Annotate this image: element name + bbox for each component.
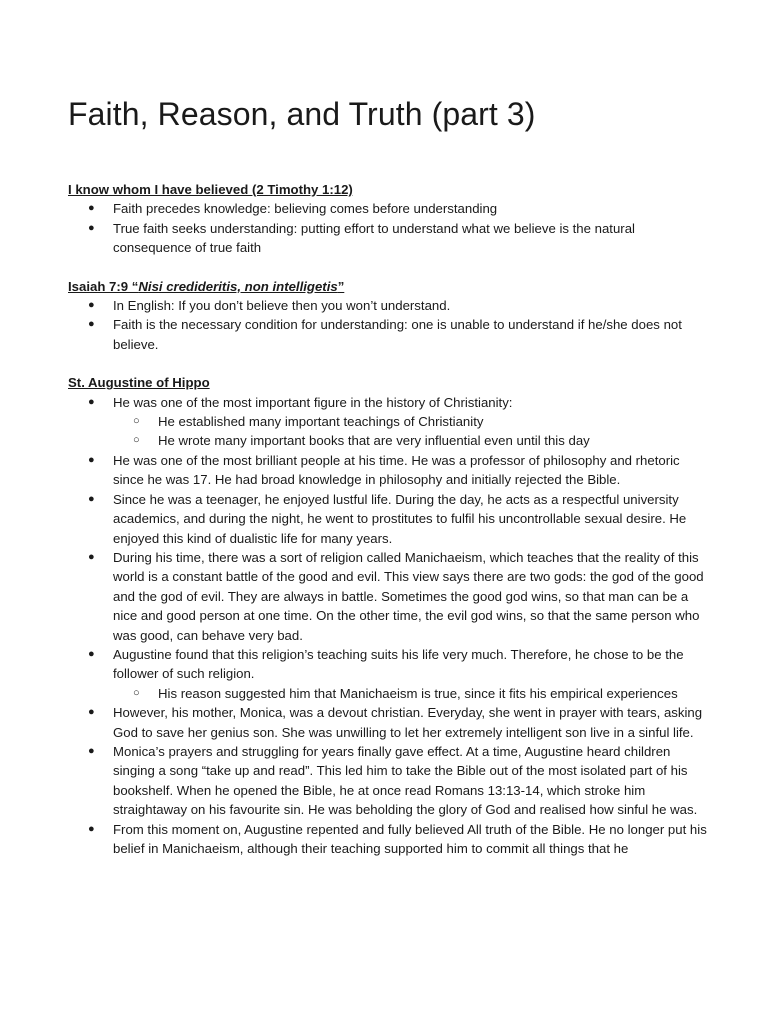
list-item-text: However, his mother, Monica, was a devout christian. Everyday, she went in prayer with tears, asking God to save her genius son. She was unwilling to let her extremely intelligent son live in a sinful life. bbox=[113, 705, 703, 740]
list-item-text: Monica’s prayers and struggling for years finally gave effect. At a time, Augustine heard children singing a song “take up and read”. This led him to take the Bible out of the most isolated part of his bookshelf. When he opened the Bible, he at once read Romans 13:13-14, which stroke him straightaway on his favourite sin. He was beholding the glory of God and realised how sinful he was. bbox=[113, 743, 698, 818]
list-item-text: Faith precedes knowledge: believing comes before understanding bbox=[113, 201, 498, 217]
list-item bbox=[68, 296, 713, 315]
bullet-list bbox=[68, 296, 713, 354]
bullet-icon: ● bbox=[88, 202, 95, 215]
section-heading-augustine: St. Augustine of Hippo bbox=[68, 375, 210, 391]
list-item bbox=[68, 451, 713, 490]
sub-list-item bbox=[113, 412, 713, 431]
hollow-bullet-icon: ○ bbox=[133, 686, 140, 699]
heading-suffix: ” bbox=[337, 278, 345, 294]
bullet-icon: ● bbox=[88, 453, 95, 466]
bullet-icon: ● bbox=[88, 221, 95, 234]
list-item-text: Augustine found that this religion’s teaching suits his life very much. Therefore, he chose to be the follower of such religion. bbox=[113, 646, 684, 682]
hollow-bullet-icon: ○ bbox=[133, 434, 140, 447]
bullet-icon: ● bbox=[88, 492, 95, 505]
list-item-text: He was one of the most important figure in the history of Christianity: bbox=[113, 394, 513, 410]
list-item bbox=[68, 703, 713, 742]
list-item bbox=[68, 548, 713, 645]
sub-list-item-text: He established many important teachings of Christianity bbox=[158, 414, 484, 430]
list-item-text: He was one of the most brilliant people at his time. He was a professor of philosophy and rhetoric since he was 17. He had broad knowledge in philosophy and initially rejected the Bible. bbox=[113, 452, 680, 488]
list-item-text: During his time, there was a sort of religion called Manichaeism, which teaches that the reality of this world is a constant battle of the good and evil. This view says there are two gods: the god of the good and the god of evil. They are always in battle. Sometimes the good god wins, so that man can be a nice and good person at one time. On the other time, the evil god wins, so that the same person who was good, can behave very bad. bbox=[113, 549, 704, 643]
bullet-icon: ● bbox=[88, 318, 95, 331]
list-item-text: True faith seeks understanding: putting effort to understand what we believe is the natural consequence of true faith bbox=[113, 220, 635, 256]
bullet-icon: ● bbox=[88, 744, 95, 757]
bullet-icon: ● bbox=[88, 706, 95, 719]
heading-latin-quote: Nisi credideritis, non intelligetis bbox=[138, 278, 338, 294]
list-item-text: Since he was a teenager, he enjoyed lustful life. During the day, he acts as a respectful university academics, and during the night, he went to prostitutes to fulfil his uncontrollable sexual desire. He enjoyed this kind of dualistic life for many years. bbox=[113, 491, 687, 546]
sub-list-item-text: He wrote many important books that are very influential even until this day bbox=[158, 433, 590, 449]
bullet-icon: ● bbox=[88, 647, 95, 660]
sub-bullet-list bbox=[113, 412, 713, 451]
list-item bbox=[68, 199, 713, 218]
spacer bbox=[68, 258, 713, 277]
bullet-list bbox=[68, 199, 713, 257]
document-body bbox=[68, 180, 713, 858]
spacer bbox=[68, 354, 713, 373]
sub-list-item bbox=[113, 684, 713, 703]
list-item-text: In English: If you don’t believe then you won’t understand. bbox=[113, 298, 451, 314]
sub-bullet-list bbox=[113, 684, 713, 703]
page-title: Faith, Reason, and Truth (part 3) bbox=[68, 96, 536, 132]
list-item bbox=[68, 820, 713, 859]
sub-list-item-text: His reason suggested him that Manichaeism is true, since it fits his empirical experiences bbox=[158, 685, 678, 701]
list-item bbox=[68, 645, 713, 703]
list-item-text: Faith is the necessary condition for understanding: one is unable to understand if he/she does not believe. bbox=[113, 317, 682, 352]
hollow-bullet-icon: ○ bbox=[133, 415, 140, 428]
list-item bbox=[68, 219, 713, 258]
heading-prefix: Isaiah 7:9 “ bbox=[68, 278, 139, 294]
list-item bbox=[68, 490, 713, 548]
list-item bbox=[68, 742, 713, 820]
bullet-icon: ● bbox=[88, 822, 95, 835]
list-item bbox=[68, 315, 713, 354]
section-heading-2-timothy: I know whom I have believed (2 Timothy 1:12) bbox=[68, 182, 353, 197]
section-heading-isaiah bbox=[68, 277, 713, 296]
bullet-list bbox=[68, 393, 713, 859]
sub-list-item bbox=[113, 431, 713, 450]
list-item-text: From this moment on, Augustine repented and fully believed All truth of the Bible. He no longer put his belief in Manichaeism, although their teaching supported him to commit all things that he bbox=[113, 821, 707, 856]
bullet-icon: ● bbox=[88, 299, 95, 312]
list-item bbox=[68, 393, 713, 451]
bullet-icon: ● bbox=[88, 550, 95, 563]
bullet-icon: ● bbox=[88, 395, 95, 408]
